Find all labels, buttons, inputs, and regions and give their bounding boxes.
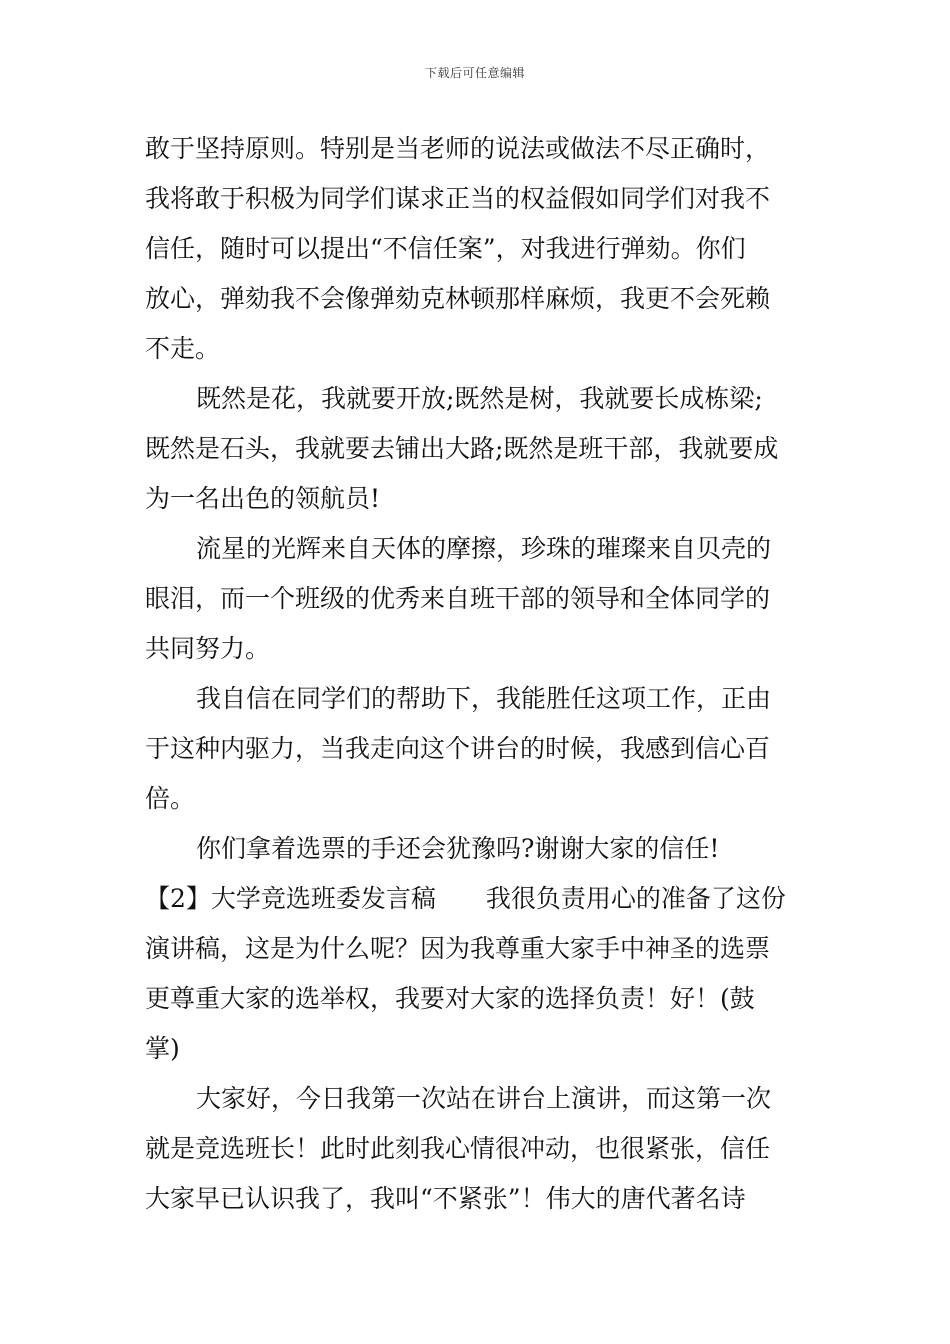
- section-heading-line: 【2】大学竞选班委发言稿 我很负责用心的准备了这份: [145, 884, 786, 913]
- text-line: 眼泪，而一个班级的优秀来自班干部的领导和全体同学的: [145, 584, 771, 613]
- text-line: 更尊重大家的选举权，我要对大家的选择负责！好！(鼓: [145, 984, 755, 1013]
- text-line: 不走。: [145, 334, 221, 363]
- text-line: 你们拿着选票的手还会犹豫吗?谢谢大家的信任!: [196, 834, 720, 863]
- text-line: 倍。: [145, 784, 196, 813]
- text-line: 大家好，今日我第一次站在讲台上演讲，而这第一次: [196, 1084, 772, 1113]
- text-line: 流星的光辉来自天体的摩擦，珍珠的璀璨来自贝壳的: [196, 534, 772, 563]
- text-line: 我自信在同学们的帮助下，我能胜任这项工作，正由: [196, 684, 772, 713]
- text-line: 共同努力。: [145, 634, 271, 663]
- document-body: [145, 124, 807, 1224]
- text-line: 大家早已认识我了，我叫“不紧张”！伟大的唐代著名诗: [145, 1184, 746, 1213]
- text-line: 就是竞选班长！此时此刻我心情很冲动，也很紧张，信任: [145, 1134, 771, 1163]
- text-line: 于这种内驱力，当我走向这个讲台的时候，我感到信心百: [145, 734, 771, 763]
- text-line: 掌): [145, 1034, 180, 1063]
- text-line: 为一名出色的领航员!: [145, 484, 381, 513]
- text-line: 敢于坚持原则。特别是当老师的说法或做法不尽正确时，: [145, 134, 771, 163]
- text-line: 放心，弹劾我不会像弹劾克林顿那样麻烦，我更不会死赖: [145, 284, 771, 313]
- text-line: 演讲稿，这是为什么呢？因为我尊重大家手中神圣的选票: [145, 934, 771, 963]
- text-line: 信任，随时可以提出“不信任案”，对我进行弹劾。你们: [145, 234, 746, 263]
- text-line: 既然是石头，我就要去铺出大路;既然是班干部，我就要成: [145, 434, 779, 463]
- text-line: 我将敢于积极为同学们谋求正当的权益假如同学们对我不: [145, 184, 771, 213]
- page-header: 下载后可任意编辑: [424, 66, 525, 80]
- text-line: 既然是花，我就要开放;既然是树，我就要长成栋梁;: [196, 384, 763, 413]
